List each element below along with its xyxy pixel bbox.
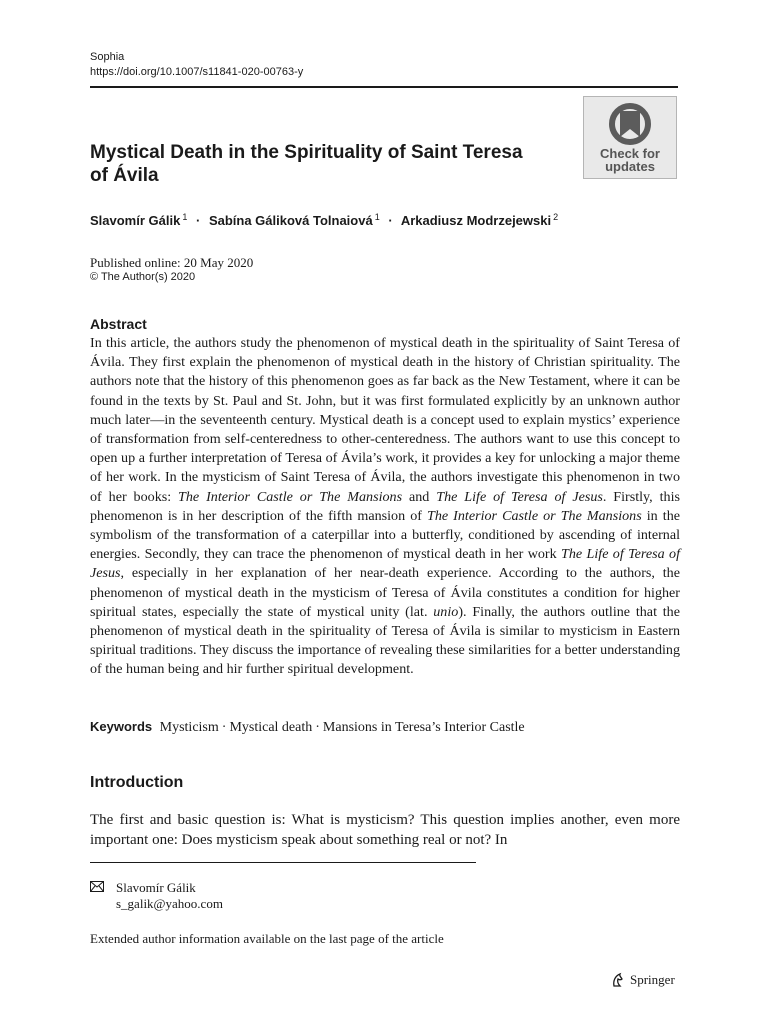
published-date: Published online: 20 May 2020 [90,255,254,270]
envelope-icon [90,880,116,896]
author-separator: · [388,213,393,228]
affiliation-marker: 2 [553,212,559,222]
journal-header [90,50,303,80]
extended-info-note: Extended author information available on the last page of the article [90,931,444,946]
keyword-separator: · [221,720,227,735]
book-title: The Interior Castle or The Mansions [178,488,403,505]
publication-info [90,255,253,285]
header-rule [90,86,678,88]
keyword[interactable]: Mysticism [159,720,219,735]
latin-term: unio [433,603,459,620]
introduction-text: The first and basic question is: What is mysticism? This question implies another, even more important one: Does mysticism speak about something real or not? In [90,812,680,848]
affiliation-marker: 1 [374,212,380,222]
keywords [90,719,525,736]
check-updates-icon [606,103,654,145]
check-for-updates-badge[interactable] [583,96,677,179]
keyword[interactable]: Mystical death [229,720,313,735]
publisher-name: Springer [630,972,675,987]
copyright-notice: © The Author(s) 2020 [90,271,196,283]
abstract-heading: Abstract [90,316,147,332]
footnote-rule [90,862,476,863]
publisher-logo [610,972,675,988]
doi-link[interactable]: https://doi.org/10.1007/s11841-020-00763-y [90,66,304,78]
author-name[interactable]: Sabína Gáliková Tolnaiová [208,213,373,228]
corresponding-author-name: Slavomír Gálik [116,880,196,895]
article-title: Mystical Death in the Spirituality of Saint Teresa of Ávila [90,142,523,186]
author-name[interactable]: Slavomír Gálik [90,213,181,228]
author-name[interactable]: Arkadiusz Modrzejewski [400,213,552,228]
corresponding-author [90,880,223,912]
keywords-label: Keywords [90,719,153,734]
author-list [90,212,558,228]
abstract-body: In this article, the authors study the phenomenon of mystical death in the spirituality of Saint Teresa of Ávila. They first explain the phenomenon of mystical death in the history of Christian spirituality. The authors note that the history of this phenomenon goes as far back as the New Testament, where it can be found in the texts by St. Paul and St. John, but it was first formulated explicitly by an unknown author much later—in the seventeenth century. Mystical death is a concept used to explain mystics’ experience of transformation from self-centeredness to other-centeredness. The authors want to use this concept to open up a further interpretation of Teresa of Ávila’s work, it provides a key for unlocking a major theme of her work. In the mysticism of Saint Teresa of Ávila, the authors investigate this phenomenon in two of her books: The Interior Castle or The Mansions and The Life of Teresa of Jesus. Firstly, this phenomenon is in her description of the fifth mansion of The Interior Castle or The Mansions in the symbolism of the transformation of a caterpillar into a butterfly, conditioned by ascending of internal energies. Secondly, they can trace the phenomenon of mystical death in her work The Life of Teresa of Jesus, especially in her explanation of her near-death experience. According to the authors, the phenomenon of mystical death in the mysticism of Teresa of Ávila constitutes a condition for higher spiritual states, especially the state of mystical unity (lat. unio). Finally, the authors outline that the phenomenon of mystical death in the spirituality of Teresa of Ávila is similar to mysticism in Eastern spiritual traditions. They discuss the importance of revealing these similarities for a better understanding of the human being and hir further spiritual development. [90,335,680,678]
badge-label: Check for updates [600,146,660,174]
author-separator: · [195,213,201,228]
journal-name: Sophia [90,51,125,63]
author-email[interactable]: s_galik@yahoo.com [116,896,223,911]
keyword-separator: · [315,720,320,735]
keyword[interactable]: Mansions in Teresa’s Interior Castle [322,720,525,735]
book-title: The Life of Teresa of Jesus [90,546,680,582]
book-title: The Interior Castle or The Mansions [426,507,642,524]
springer-horse-icon [610,972,626,988]
introduction-heading: Introduction [90,774,184,791]
book-title: The Life of Teresa of Jesus [436,488,603,505]
affiliation-marker: 1 [182,212,188,222]
